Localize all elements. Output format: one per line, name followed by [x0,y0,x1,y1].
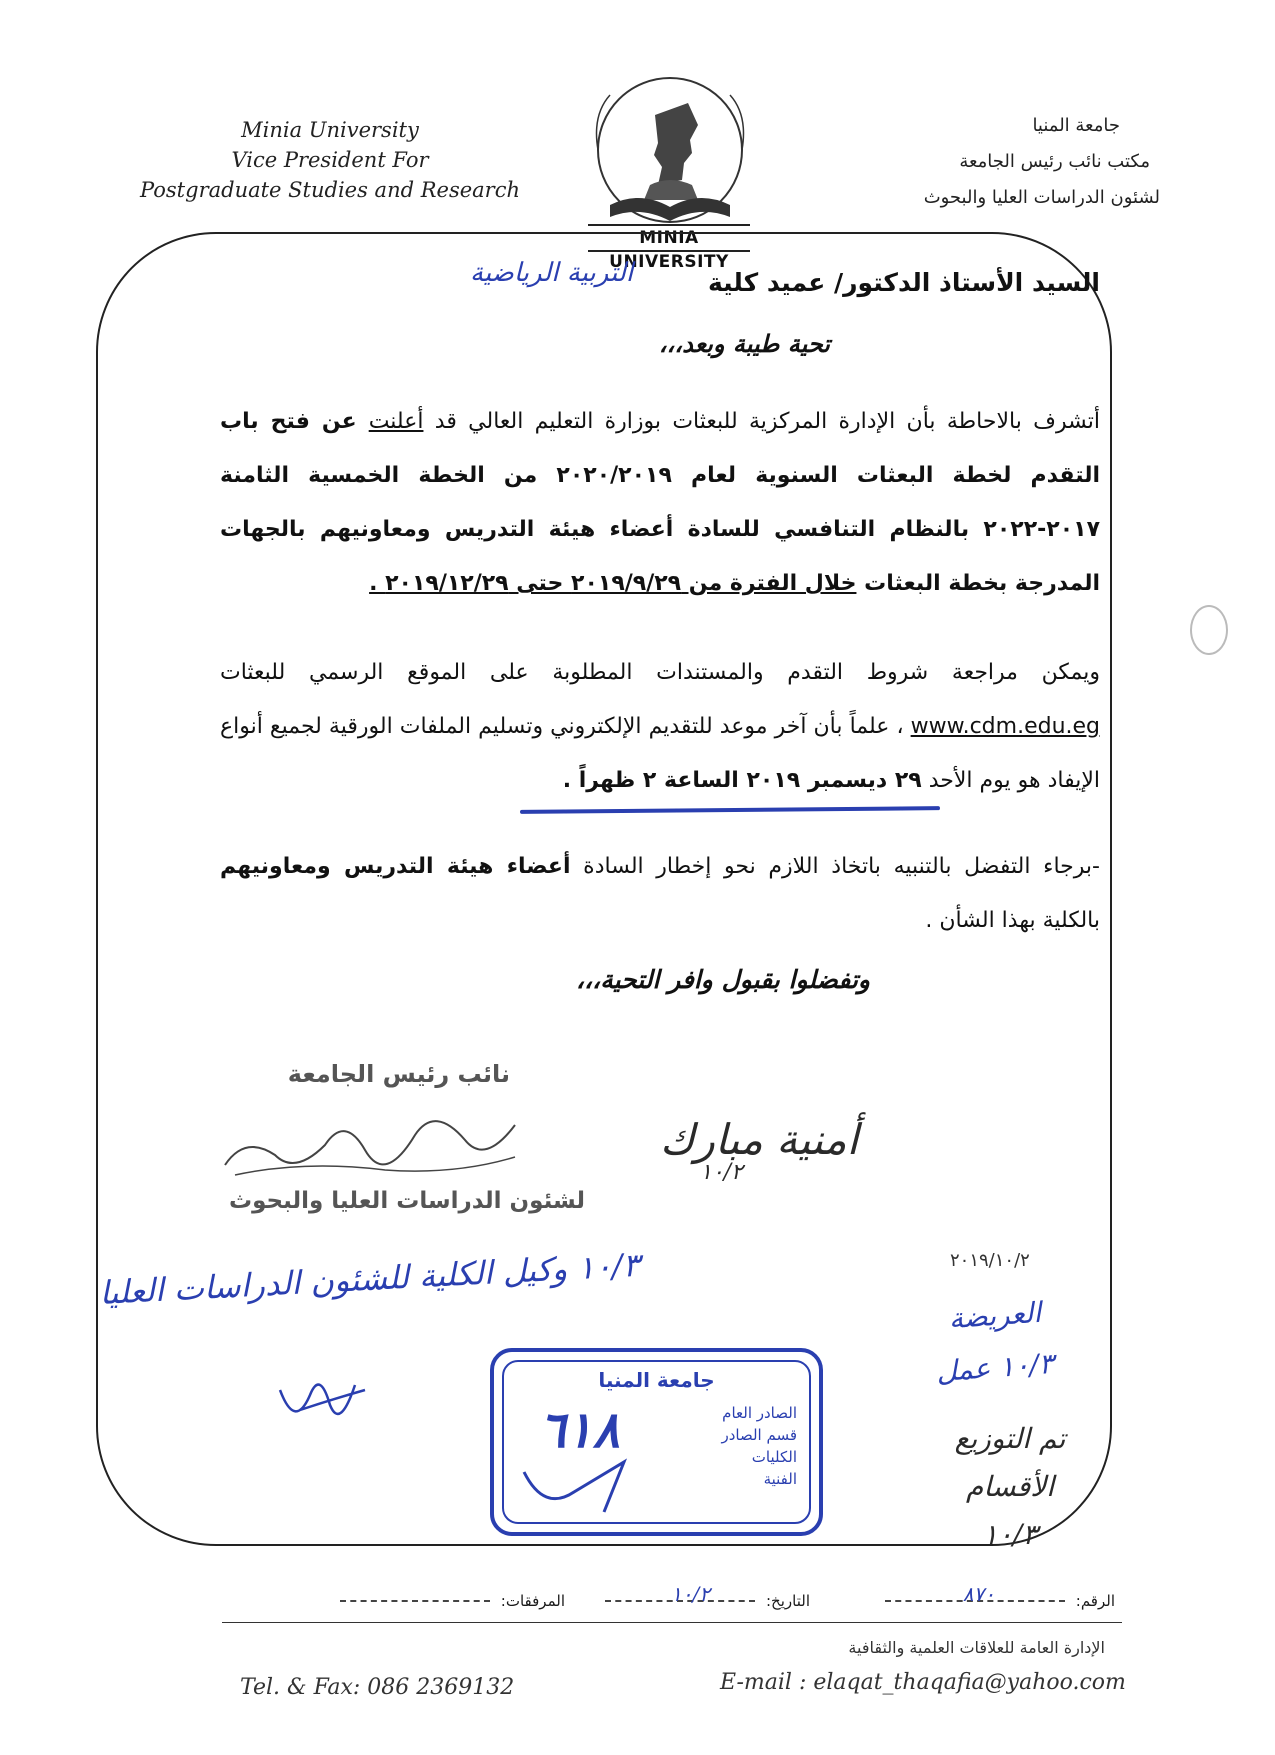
note-right-handwritten [840,1290,1150,1394]
header-en-line3: Postgraduate Studies and Research [139,178,520,202]
p3-part-b: بالكلية بهذا الشأن . [925,908,1100,933]
logo-text: MINIA UNIVERSITY [588,224,750,252]
header-english [120,115,540,205]
p1-part-b: عن فتح باب التقدم لخطة البعثات السنوية لعام ٢٠٢٠/٢٠١٩ من الخطة الخمسية الثامنة ٢٠١٧-٢٠٢٢ بالنظام التنافسي للسادة أعضاء هيئة التدريس ومعاونيهم بالجهات المدرجة بخطة البعثات [220,409,1100,596]
note-right-line: العريضة [947,1295,1043,1336]
p2-part-b: ، علماً بأن آخر موعد للتقديم الإلكتروني وتسليم الملفات الورقية لجميع أنواع الإيفاد هو يوم الأحد [220,714,1100,793]
paragraph-1 [220,395,1100,611]
footer-email[interactable]: E-mail : elaqat_thaqafia@yahoo.com [720,1670,1126,1695]
note-dark-line: تم التوزيع [954,1422,1066,1455]
header-ar-line2: مكتب نائب رئيس الجامعة [959,151,1150,172]
stamp-line: الصادر العام [722,1404,797,1422]
signature-title-2: لشئون الدراسات العليا والبحوث [228,1188,585,1214]
date-value: ١٠/٢ [671,1582,710,1606]
note-dark-line: ١٠/٣ [982,1518,1038,1551]
note-dark-line: الأقسام [966,1470,1054,1503]
letter-date: ٢٠١٩/١٠/٢ [950,1250,1030,1271]
footer-tel: Tel. & Fax: 086 2369132 [240,1675,515,1700]
footer-dept: الإدارة العامة للعلاقات العلمية والثقافية [848,1638,1105,1657]
number-value: ٨٧٠ [962,1582,995,1606]
header-ar-line1: جامعة المنيا [1032,115,1120,136]
stamp-number: ٦١٨ [539,1400,620,1459]
stamp-title: جامعة المنيا [598,1368,715,1392]
signature-handwritten-date: ١٠/٢ [700,1160,743,1185]
greeting: تحية طيبة وبعد،،، [658,330,830,358]
punch-hole [1190,605,1228,655]
attachments-label: المرفقات: [500,1592,565,1610]
note-right-line: ١٠/٣ عمل [935,1346,1055,1389]
registry-stamp [490,1348,823,1536]
form-attachments [315,1592,565,1616]
header-en-line2: Vice President For [231,148,429,172]
signature-title-1: نائب رئيس الجامعة [287,1060,510,1088]
signature-handwritten-name: أمنية مبارك [660,1115,859,1164]
stamp-lines [721,1402,797,1490]
note-left-handwritten: ١٠/٣ وكيل الكلية للشئون الدراسات العليا [98,1245,641,1313]
form-number [825,1582,1115,1616]
paragraph-2 [220,646,1100,808]
footer-divider [222,1622,1122,1623]
initial-scribble [270,1360,380,1440]
university-logo [580,55,760,245]
closing: وتفضلوا بقبول وافر التحية،،، [576,965,870,994]
p3-bold: أعضاء هيئة التدريس ومعاونيهم [220,854,571,879]
p3-part-a: -برجاء التفضل بالتنبيه باتخاذ اللازم نحو إخطار السادة [570,854,1100,879]
header-ar-line3: لشئون الدراسات العليا والبحوث [923,187,1160,208]
number-label: الرقم: [1075,1592,1115,1610]
paragraph-3 [220,840,1100,948]
p2-part-a: ويمكن مراجعة شروط التقدم والمستندات المطلوبة على الموقع الرسمي للبعثات [220,660,1100,685]
p1-announced: أعلنت [368,409,424,434]
p2-deadline: ٢٩ ديسمبر ٢٠١٩ الساعة ٢ ظهراً . [562,768,922,793]
stamp-line: الكليات [751,1448,797,1466]
p1-part-a: أتشرف بالاحاطة بأن الإدارة المركزية للبعثات بوزارة التعليم العالي قد [423,409,1100,434]
stamp-line: الفنية [763,1470,797,1488]
stamp-line: قسم الصادر [721,1426,797,1444]
header-en-line1: Minia University [241,118,419,142]
p1-period: خلال الفترة من ٢٠١٩/٩/٢٩ حتى ٢٠١٩/١٢/٢٩ . [369,571,857,596]
note-right-dark [900,1415,1120,1559]
header-arabic [780,108,1160,216]
addressee-text: السيد الأستاذ الدكتور/ عميد كلية [708,268,1100,297]
attachments-field-line [340,1600,490,1602]
signature-scribble [215,1095,535,1195]
form-date [580,1582,810,1616]
website-link[interactable]: www.cdm.edu.eg [910,714,1100,739]
date-label: التاريخ: [766,1592,810,1610]
addressee-handwritten: التربية الرياضية [470,258,634,288]
